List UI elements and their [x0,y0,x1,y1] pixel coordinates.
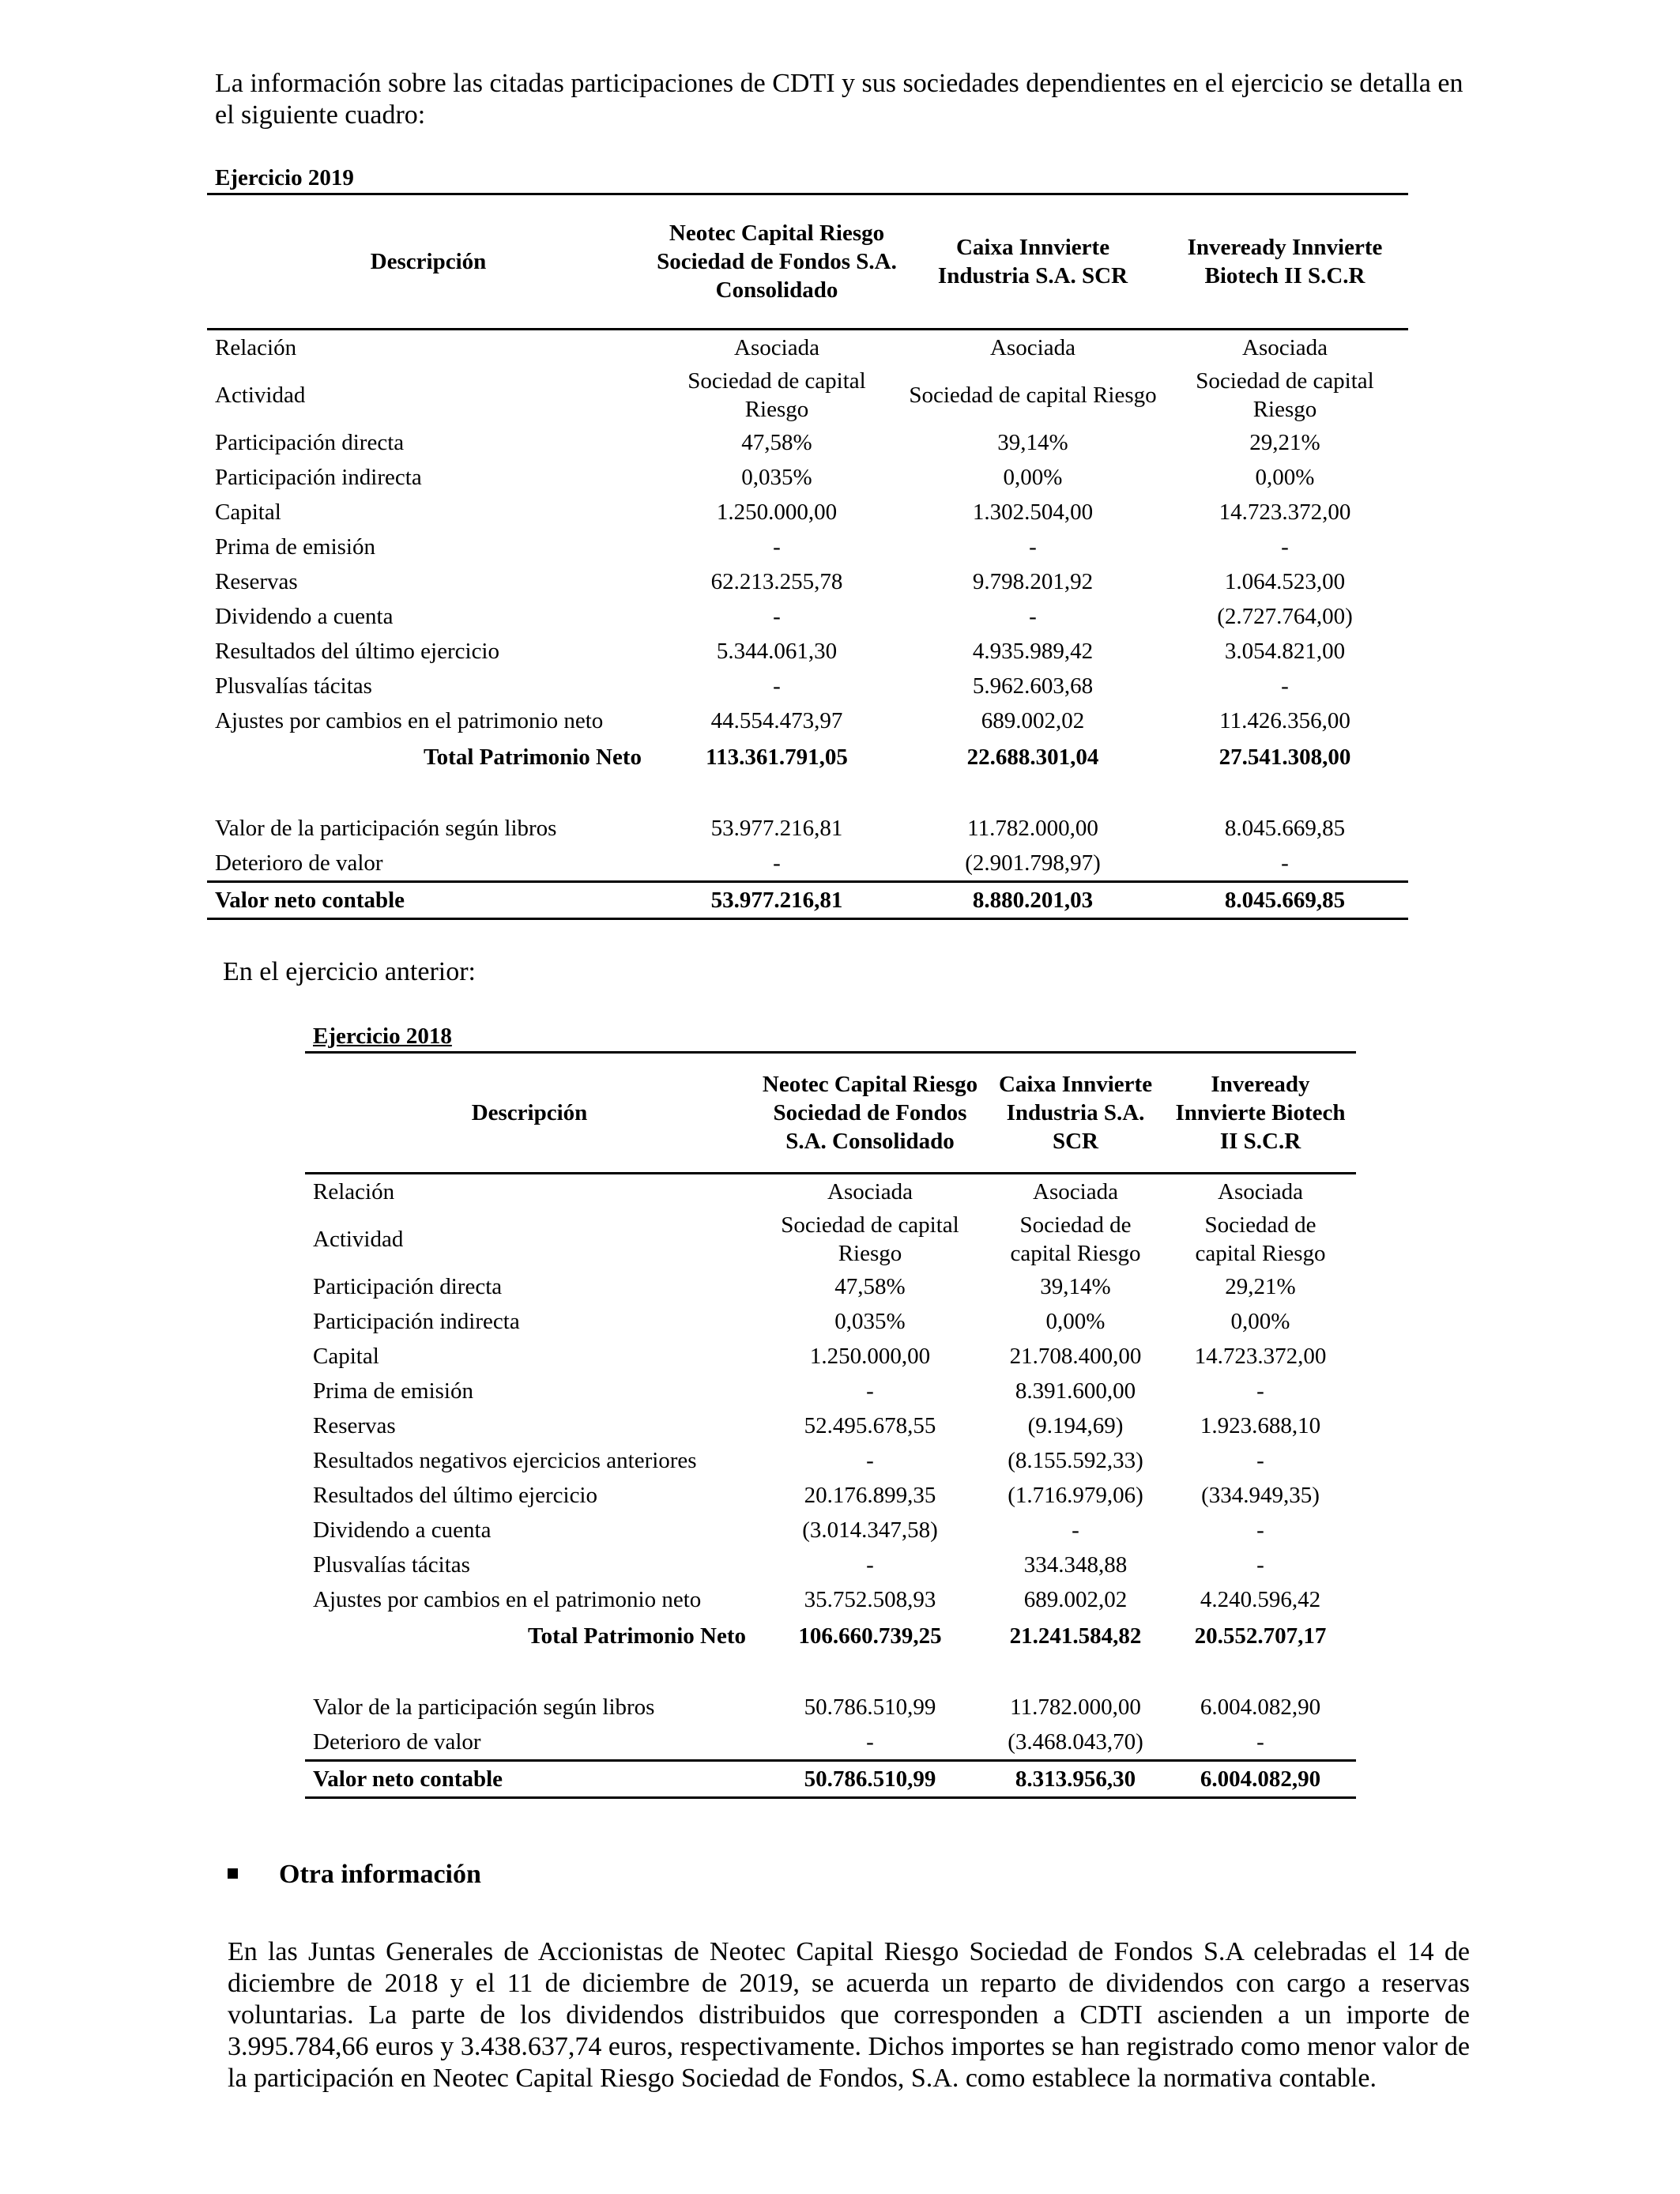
total-label: Total Patrimonio Neto [423,745,642,770]
cell-value: 62.213.255,78 [710,569,843,594]
row-label: Valor de la participación según libros [313,1695,655,1720]
cell-value: (3.468.043,70) [1008,1729,1143,1755]
cell-value: 4.935.989,42 [972,639,1094,664]
cell-value: Sociedad de capital Riesgo [1010,1212,1141,1266]
net-value-row [305,1761,1356,1798]
cell-value: - [1256,1517,1264,1543]
row-label: Dividendo a cuenta [215,604,394,629]
cell-value: 689.002,02 [981,708,1085,733]
cell-value: 44.554.473,97 [710,708,843,733]
cell-value: 20.176.899,35 [804,1483,936,1508]
square-bullet-icon [228,1868,238,1879]
total-value: 27.541.308,00 [1219,745,1351,770]
cell-value: - [1256,1729,1264,1755]
cell-value: Asociada [1242,335,1328,360]
net-value-row [207,882,1408,919]
table-row [207,365,1408,425]
table-row [207,703,1408,738]
other-info-paragraph: En las Juntas Generales de Accionistas de Neotec Capital Riesgo Sociedad de Fondos S.A celebradas el 14 de diciembre de 2018 y el 11 de diciembre de 2019, se acuerda un reparto de dividendos con cargo a reservas voluntarias. La parte de los dividendos distribuidos que corresponden a CDTI ascienden a un importe de 3.995.784,66 euros y 3.438.637,74 euros, respectivamente. Dichos importes se han registrado como menor valor de la participación en Neotec Capital Riesgo Sociedad de Fondos, S.A. como establece la normativa contable. [228,1937,1470,2093]
cell-value: 53.977.216,81 [710,816,843,841]
table-row [207,846,1408,882]
row-label: Actividad [313,1227,404,1252]
table-row [207,530,1408,564]
intro-paragraph: La información sobre las citadas participaciones de CDTI y sus sociedades dependientes en el ejercicio se detalla en el siguiente cuadro: [215,69,1463,130]
cell-value: - [1256,1448,1264,1473]
cell-value: - [1281,673,1289,699]
cell-value: 47,58% [741,430,812,455]
cell-value: - [1029,534,1037,560]
cell-value: 5.344.061,30 [716,639,838,664]
row-label: Relación [215,335,297,360]
row-label: Prima de emisión [215,534,375,560]
total-row [207,738,1408,776]
row-label: Ajustes por cambios en el patrimonio neto [215,708,604,733]
cell-value: - [773,850,781,876]
other-info-title: Otra información [279,1860,481,1889]
cell-value: Asociada [1033,1179,1118,1204]
table-row [207,669,1408,703]
previous-year-label: En el ejercicio anterior: [223,957,476,986]
header-descripcion: Descripción [305,1053,754,1174]
cell-value: Asociada [990,335,1075,360]
cell-value: 52.495.678,55 [804,1413,936,1438]
table-row [305,1690,1356,1725]
row-label: Reservas [215,569,298,594]
total-value: 22.688.301,04 [966,745,1099,770]
cell-value: 3.054.821,00 [1224,639,1346,664]
table-2019 [207,163,1408,920]
table-row [207,495,1408,530]
table-2018 [305,1021,1356,1799]
cell-value: (3.014.347,58) [802,1517,938,1543]
row-label: Valor de la participación según libros [215,816,557,841]
cell-value: - [773,604,781,629]
cell-value: 689.002,02 [1023,1587,1128,1612]
table-row [207,425,1408,460]
cell-value: (8.155.592,33) [1008,1448,1143,1473]
row-label: Capital [215,499,281,525]
total-value: 20.552.707,17 [1194,1623,1327,1649]
cell-value: 8.045.669,85 [1224,816,1346,841]
table-row [305,1304,1356,1339]
total-row [305,1617,1356,1655]
spacer-row [305,1655,1356,1690]
row-label: Plusvalías tácitas [215,673,372,699]
cell-value: Asociada [734,335,819,360]
net-value: 50.786.510,99 [754,1761,986,1798]
table-row [305,1443,1356,1478]
cell-value: - [866,1448,874,1473]
table-row [207,330,1408,366]
cell-value: 8.391.600,00 [1015,1378,1136,1404]
cell-value: - [1029,604,1037,629]
table-header-row [305,1053,1356,1174]
cell-value: 21.708.400,00 [1009,1344,1142,1369]
total-value: 106.660.739,25 [798,1623,942,1649]
row-label: Reservas [313,1413,396,1438]
cell-value: - [1256,1378,1264,1404]
cell-value: 39,14% [1040,1274,1111,1299]
cell-value: Asociada [827,1179,913,1204]
header-caixa: Caixa Innvierte Industria S.A. SCR [904,194,1162,330]
cell-value: - [866,1378,874,1404]
table-row [305,1478,1356,1513]
net-value-label: Valor neto contable [305,1761,754,1798]
table-caption: Ejercicio 2018 [313,1023,452,1049]
cell-value: 14.723.372,00 [1219,499,1351,525]
cell-value: 50.786.510,99 [804,1695,936,1720]
cell-value: 0,035% [741,465,812,490]
cell-value: 6.004.082,90 [1200,1695,1321,1720]
table-row [207,460,1408,495]
header-neotec: Neotec Capital Riesgo Sociedad de Fondos S.A. Consolidado [650,194,904,330]
header-descripcion: Descripción [207,194,650,330]
cell-value: 0,00% [1045,1309,1106,1334]
net-value: 8.880.201,03 [904,882,1162,919]
row-label: Relación [313,1179,395,1204]
row-label: Ajustes por cambios en el patrimonio neto [313,1587,702,1612]
cell-value: - [773,673,781,699]
table-row [305,1209,1356,1269]
table-row [305,1582,1356,1617]
cell-value: 29,21% [1225,1274,1296,1299]
table-row [207,811,1408,846]
cell-value: 4.240.596,42 [1200,1587,1321,1612]
header-neotec: Neotec Capital Riesgo Sociedad de Fondos S.A. Consolidado [754,1053,986,1174]
cell-value: (9.194,69) [1027,1413,1124,1438]
net-value: 8.313.956,30 [986,1761,1165,1798]
table-row [305,1513,1356,1547]
row-label: Participación indirecta [215,465,422,490]
cell-value: - [1281,850,1289,876]
cell-value: 0,00% [1255,465,1315,490]
row-label: Resultados del último ejercicio [313,1483,597,1508]
cell-value: Sociedad de capital Riesgo [909,383,1157,408]
cell-value: - [866,1552,874,1578]
cell-value: 47,58% [834,1274,906,1299]
cell-value: (1.716.979,06) [1008,1483,1143,1508]
table-row [305,1339,1356,1374]
cell-value: - [1072,1517,1079,1543]
table-caption: Ejercicio 2019 [215,165,354,190]
row-label: Dividendo a cuenta [313,1517,492,1543]
cell-value: 35.752.508,93 [804,1587,936,1612]
header-inveready: Inveready Innvierte Biotech II S.C.R [1162,194,1408,330]
net-value-label: Valor neto contable [207,882,650,919]
table-row [305,1408,1356,1443]
cell-value: 11.426.356,00 [1219,708,1350,733]
total-value: 113.361.791,05 [706,745,848,770]
table-row [305,1547,1356,1582]
row-label: Deterioro de valor [215,850,383,876]
total-label: Total Patrimonio Neto [527,1623,746,1649]
cell-value: - [773,534,781,560]
net-value: 53.977.216,81 [650,882,904,919]
table-row [305,1725,1356,1761]
cell-value: (2.727.764,00) [1217,604,1353,629]
table-header-row [207,194,1408,330]
row-label: Participación directa [215,430,405,455]
cell-value: 29,21% [1249,430,1320,455]
cell-value: (2.901.798,97) [965,850,1101,876]
cell-value: (334.949,35) [1201,1483,1320,1508]
row-label: Deterioro de valor [313,1729,481,1755]
table-row [305,1374,1356,1408]
cell-value: 1.250.000,00 [716,499,838,525]
table-row [305,1174,1356,1210]
cell-value: Asociada [1218,1179,1303,1204]
row-label: Participación indirecta [313,1309,520,1334]
row-label: Resultados del último ejercicio [215,639,499,664]
cell-value: 1.302.504,00 [972,499,1094,525]
row-label: Plusvalías tácitas [313,1552,470,1578]
spacer-row [207,776,1408,811]
header-inveready: Inveready Innvierte Biotech II S.C.R [1165,1053,1356,1174]
row-label: Actividad [215,383,306,408]
row-label: Prima de emisión [313,1378,473,1404]
cell-value: 39,14% [997,430,1068,455]
table-row [207,599,1408,634]
row-label: Capital [313,1344,379,1369]
row-label: Participación directa [313,1274,503,1299]
cell-value: - [1281,534,1289,560]
net-value: 6.004.082,90 [1165,1761,1356,1798]
cell-value: - [866,1729,874,1755]
cell-value: 0,035% [834,1309,906,1334]
cell-value: 5.962.603,68 [972,673,1094,699]
row-label: Resultados negativos ejercicios anteriores [313,1448,697,1473]
cell-value: Sociedad de capital Riesgo [1195,1212,1326,1266]
cell-value: 1.923.688,10 [1200,1413,1321,1438]
table-row [207,564,1408,599]
cell-value: 0,00% [1003,465,1063,490]
cell-value: 1.250.000,00 [809,1344,931,1369]
net-value: 8.045.669,85 [1162,882,1408,919]
cell-value: Sociedad de capital Riesgo [687,368,866,422]
other-info-heading [228,1860,481,1890]
header-caixa: Caixa Innvierte Industria S.A. SCR [986,1053,1165,1174]
table-row [207,634,1408,669]
cell-value: 0,00% [1230,1309,1290,1334]
cell-value: 14.723.372,00 [1194,1344,1327,1369]
cell-value: Sociedad de capital Riesgo [1196,368,1374,422]
cell-value: 1.064.523,00 [1224,569,1346,594]
cell-value: 9.798.201,92 [972,569,1094,594]
total-value: 21.241.584,82 [1009,1623,1142,1649]
cell-value: - [1256,1552,1264,1578]
cell-value: Sociedad de capital Riesgo [781,1212,959,1266]
cell-value: 334.348,88 [1023,1552,1128,1578]
cell-value: 11.782.000,00 [1010,1695,1141,1720]
cell-value: 11.782.000,00 [967,816,1098,841]
table-row [305,1269,1356,1304]
